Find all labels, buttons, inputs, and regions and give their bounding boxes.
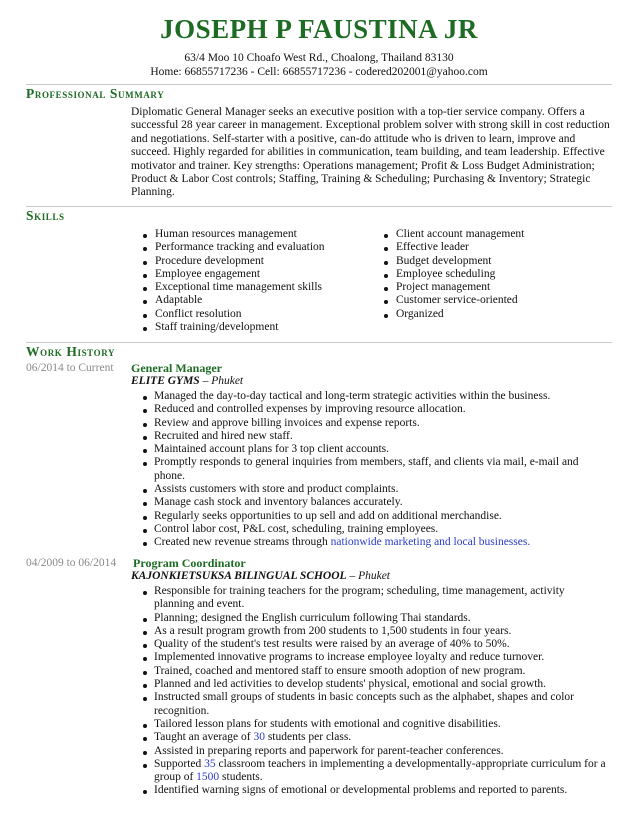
skill-item: Budget development xyxy=(382,255,607,268)
resume-name: JOSEPH P FAUSTINA JR xyxy=(160,14,478,44)
list-item: Manage cash stock and inventory balances accurately. xyxy=(141,496,607,509)
summary-text: Diplomatic General Manager seeks an executive position with a top-tier service company. Offers a successful 28 year career in management. Exceptional problem solver with strong skill in cost reduction and negotiations. Self-starter with a positive, can-do attitude who is driven to learn, improve and succeed. Highly regarded for abilities in communication, team building, and team leadership. Effective motivator and trainer. Key strengths: Operations management; Profit & Loss Budget Administration; Product & Labor Cost controls; Staffing, Training & Scheduling; Purchasing & Inventory; Strategic Planning. xyxy=(131,106,610,199)
job-company-line xyxy=(131,570,390,582)
skill-item: Effective leader xyxy=(382,241,607,254)
skill-item: Employee scheduling xyxy=(382,268,607,281)
job-bullets xyxy=(141,390,607,550)
company-name: KAJONKIETSUKSA BILINGUAL SCHOOL xyxy=(131,570,347,582)
skill-item: Client account management xyxy=(382,228,607,241)
list-item: Instructed small groups of students in basic concepts such as the alphabet, shapes and color recognition. xyxy=(141,691,607,718)
job-title: Program Coordinator xyxy=(133,556,246,570)
contact-line: Home: 66855717236 - Cell: 66855717236 - codered202001@yahoo.com xyxy=(150,66,488,78)
skill-item: Human resources management xyxy=(141,228,371,241)
list-item: Responsible for training teachers for the program; scheduling, time management, activity planning and event. xyxy=(141,585,607,612)
list-item: Review and approve billing invoices and expense reports. xyxy=(141,417,607,430)
divider xyxy=(26,206,612,207)
skills-list-left xyxy=(141,228,371,334)
skill-item: Conflict resolution xyxy=(141,308,371,321)
skill-item: Performance tracking and evaluation xyxy=(141,241,371,254)
list-item xyxy=(141,731,607,744)
skills-list-right xyxy=(382,228,607,321)
skill-item: Procedure development xyxy=(141,255,371,268)
skill-item: Organized xyxy=(382,308,607,321)
job-company-line xyxy=(131,375,243,387)
list-item: Assisted in preparing reports and paperwork for parent-teacher conferences. xyxy=(141,745,607,758)
section-title-skills: Skills xyxy=(26,208,65,223)
company-name: ELITE GYMS xyxy=(131,375,200,387)
list-item: Implemented innovative programs to increase employee loyalty and reduce turnover. xyxy=(141,651,607,664)
skill-item: Staff training/development xyxy=(141,321,371,334)
list-item: Planned and led activities to develop students' physical, emotional and social growth. xyxy=(141,678,607,691)
skill-item: Employee engagement xyxy=(141,268,371,281)
list-item: Assists customers with store and product complaints. xyxy=(141,483,607,496)
highlighted-number: 1500 xyxy=(196,771,220,784)
skill-item: Project management xyxy=(382,281,607,294)
highlighted-number: 30 xyxy=(253,731,265,744)
list-item: Tailored lesson plans for students with emotional and cognitive disabilities. xyxy=(141,718,607,731)
highlighted-number: 35 xyxy=(204,757,216,770)
section-title-work-history: Work History xyxy=(26,344,116,359)
bullet-text: students. xyxy=(219,771,263,784)
job-dates: 04/2009 to 06/2014 xyxy=(26,557,117,569)
bullet-text: Taught an average of xyxy=(154,731,254,744)
highlighted-text: nationwide marketing and local businesses. xyxy=(330,536,531,549)
job-dates: 06/2014 to Current xyxy=(26,362,114,374)
section-title-summary: Professional Summary xyxy=(26,86,165,101)
bullet-text: Supported xyxy=(154,757,205,770)
job-title: General Manager xyxy=(131,361,222,375)
list-item: Control labor cost, P&L cost, scheduling, training employees. xyxy=(141,523,607,536)
list-item: Trained, coached and mentored staff to ensure smooth adoption of new program. xyxy=(141,665,607,678)
list-item xyxy=(141,536,607,549)
list-item: Quality of the student's test results were raised by an average of 40% to 50%. xyxy=(141,638,607,651)
list-item: Identified warning signs of emotional or developmental problems and reported to parents. xyxy=(141,784,607,797)
address-line: 63/4 Moo 10 Choafo West Rd., Choalong, Thailand 83130 xyxy=(184,52,454,64)
divider xyxy=(26,342,612,343)
bullet-text: students per class. xyxy=(264,731,352,744)
job-bullets xyxy=(141,585,607,798)
skill-item: Customer service-oriented xyxy=(382,294,607,307)
company-location: – Phuket xyxy=(202,375,244,387)
list-item: Recruited and hired new staff. xyxy=(141,430,607,443)
list-item xyxy=(141,758,607,785)
list-item: Reduced and controlled expenses by improving resource allocation. xyxy=(141,403,607,416)
skill-item: Exceptional time management skills xyxy=(141,281,371,294)
list-item: Maintained account plans for 3 top client accounts. xyxy=(141,443,607,456)
company-location: – Phuket xyxy=(349,570,391,582)
list-item: Regularly seeks opportunities to up sell and add on additional merchandise. xyxy=(141,510,607,523)
bullet-text: classroom teachers in implementing a developmentally-appropriate curriculum for a group of xyxy=(154,757,606,784)
list-item: Managed the day-to-day tactical and long-term strategic activities within the business. xyxy=(141,390,607,403)
divider xyxy=(26,84,612,85)
bullet-text: Created new revenue streams through xyxy=(154,536,331,549)
list-item: Promptly responds to general inquiries from members, staff, and clients via mail, e-mail and phone. xyxy=(141,456,607,483)
list-item: Planning; designed the English curriculum following Thai standards. xyxy=(141,612,607,625)
skill-item: Adaptable xyxy=(141,294,371,307)
list-item: As a result program growth from 200 students to 1,500 students in four years. xyxy=(141,625,607,638)
